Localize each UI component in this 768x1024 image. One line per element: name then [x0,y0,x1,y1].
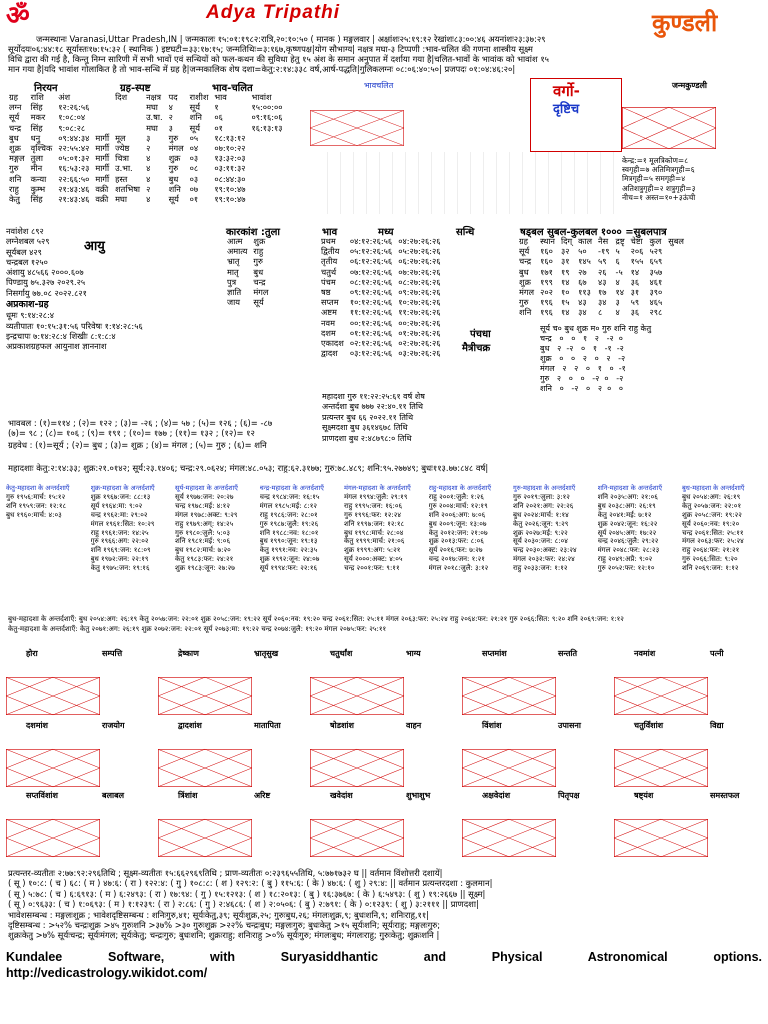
mahadasha-line: महादशाः केतु:२:१४:३३; शुक्र:२१.०१४२; सूर्य:२३.१४०६; चन्द्र:२९.०६२४; मंगल:४८.०५३; राहु:६२.३१७७; गुरु:७८.४८९; शनि:९५.२७७४९; बुधः११३.७७:८४८ वर्ष| [8,463,489,473]
panchdha-label: पंचधा [470,329,491,340]
aprakash-row: इन्द्रचापः ७:१४:२८:४ शिखीः ८:१:८:४ [6,330,116,341]
varga-chart-title: द्रेष्काण [178,649,199,658]
dasha-column [260,484,344,612]
dasha-column-title: गुरु-महादशा के अन्तर्दशाएँ [513,484,576,492]
dasha-column [6,484,90,612]
aprakash-label: अप्रकाश-ग्रह [6,299,49,310]
maitri-legend: केन्द्र:=१ मूलत्रिकोण=८ स्वगृही=७ अतिमित्रगृही=६ मित्रगृही=५ समगृही=४ अतिशत्रुगृही=२ शत्रुगृही=३ नीच=१ अस्त=१०+३ऊंची [622,156,696,202]
footer-line-1: Kundalee Software, with Suryasiddhantic and Physical Astronomical options. [6,950,762,964]
bhavbal-line-1: भावबल : (१)=११४ ; (२)= १२२ ; (३)= -२६ ; (४)= ५७ ; (५)= १२६ ; (६)= -८७ [8,418,273,428]
bhav-table-row: नवम ००:१२:२६:५६ ००:२७:२६:२६ [321,317,441,328]
varga-chart-title: खवेदांश [330,791,353,800]
varga-chart-title: सप्तविंशांश [26,791,58,800]
bhav-table-row: सप्तम १०:१२:२६:५६ १०:२७:२६:२६ [321,297,441,308]
dasha-column [91,484,175,612]
varga-chart [614,658,764,718]
dasha-column-title: केतु-महादशा के अन्तर्दशाएँ [6,484,70,492]
bhavchalit-chart-label: भावचलित [364,81,394,90]
grahavedh-line: ग्रहवेध : (१)=सूर्य ; (२)= बुध ; (३)= शुक्र ; (४)= मंगल ; (५)= गुरु ; (६)= शनि [8,440,267,450]
dasha-column [682,484,766,612]
planet-table-row: चन्द्र सिंह ९:०८:२८ मघा ३ सूर्य ०१ १६:१३:१३ [9,122,283,133]
varga-chart [6,800,156,860]
dasha-column-body: बुध २०५४:अग: २६:१९ केतु २०५७:जन: २२:०१ शुक्र २०५८:जन: १९:२२ सूर्य २०६०:नव: १९:२० चन्द्र २०६१:सित: २५:११ मंगल २०६३:फर: २५:२४ राहु २०६४:फर: २१:२१ गुरु २०६६:सित: ९:२० शनि २०६९:जन: १:१२ [682,492,744,573]
shadbal-table-row: चन्द्र १६० ३१ १४५ ५९ ६ १५५ ६५९ [519,256,663,267]
bottom-text [8,868,762,941]
dasha-column-body: राहु २००१:जुलै: १:२६ गुरु २००४:मार्च: १२:१९ शनि २००६:अग: ७:०६ बुध २००९:जून: १३:०७ केतु २०१२:जन: २१:०७ शुक्र २०१३:फर: ८:०६ सूर्य २०१६:फर: ७:२७ चन्द्र २०१७:जन: १:२१ मंगल २०१८:जुलै: ३:१२ [428,492,489,573]
dasha-column-title: सूर्य-महादशा के अन्तर्दशाएँ [175,484,238,492]
varga-chart-title: द्वादशांश [178,721,202,730]
varga-chart-title: त्रिंशांश [178,791,198,800]
aprakash-row: धूमः ९:१४:२८:४ [6,310,55,321]
bhav-table-row: तृतीय ०६:१२:२६:५६ ०६:२७:२६:२६ [321,256,441,267]
ketu-antardasha-line: केतु-महादशा के अन्तर्दशाएँ: केतु २०७१:अग: २६:१९ शुक्र २०७२:जन: २२:०१ सूर्य २०७३:मा: १९:२२ चन्द्र २०७४:जुलै: १९:२० मंगल २०७५:फर: २५:११ [8,625,387,633]
varga-chart-title: दशमांश [26,721,48,730]
varga-chart-title: अक्षवेदांश [482,791,511,800]
dasha-column-body: गुरु २०१९:जुला: ३:१२ शनि २०२१:अग: २२:२६ बुध २०२४:मार्च: १:१४ केतु २०२६:जून: ९:२९ शुक्र २०२७:मई: ९:२२ सूर्य २०३०:जन: ८:०४ चन्द्र २०३०:अक्ट: २३:२४ मंगल २०३२:फर: २४:२४ राहु २०३३:जन: १:१२ [513,492,577,573]
shadbal-table-row: शनि १९६ १४ ३४ ८ ४ ३६ २९८ [519,307,663,318]
shadbal-table-row: गुरु १९६ १५ ४३ ३४ ३ ५९ ४६५ [519,297,663,308]
karak-table-row: आत्म शुक्र [227,236,266,246]
bottom-line: दृष्टिसम्बन्ध : >५२% चन्द्रःशुक्र >४५ गुरुःशनि >३७% >३० गुरुःशुक्र >२२% चन्द्रःबुध; मङ्गलःगुरु; बुधःकेतु >१५ सूर्यःशनि; सूर्यःराहु; मङ्गलःगुरु; [8,920,441,931]
dasha-column-body: चन्द्र १९८४:जन: १६:१५ मंगल १९८५:मई: ८:१२ राहु १९८६:जन: २८:०१ गुरु १९८७:जुलै: १९:२६ शनि १९८८:नव: १८:०१ बुध १९९०:जून: १९:१३ केतु १९९१:नव: २२:३५ शुक्र १९९२:जून: २४:०७ सूर्य १९९४:फर: २२:१६ [259,492,320,573]
dasha-misc-row: प्रत्यन्तर बुध ६६ २०२२.११ तिथि [322,412,414,422]
karak-table-row: भ्रातृ गुरु [227,256,263,267]
dasha-misc-row: सूक्ष्मदशा बुध ३६१४६७८ तिथि [322,423,408,433]
madhya-label: मध्य [378,227,394,238]
dasha-column [429,484,513,612]
page-title: Adya Tripathi [206,2,341,23]
bottom-line: ( सू ) ०:९६३३: ( च ) १:०६९३: ( म ) १:१२३९: ( रा ) २:८६: ( गु ) २:४६८६: ( श ) २:०५०६: ( बु ) २:७९१: ( के ) ०:१२३९: ( शु ) ३:२१११ || प्राणदशा| [8,899,479,910]
varga-chart-subtitle: बलाबल [102,791,125,800]
planet-table [6,92,286,204]
ashtakvarga-grid [315,152,621,214]
varga-chart-subtitle: समस्तफल [710,791,740,800]
graha-spasht-label: ग्रह-स्पष्ट [120,83,151,94]
varga-chart-subtitle: उपासना [558,721,581,730]
planet-table-row: सूर्य मकर १:०८:०४ उ.षा. २ शनि ०६ ०९:१६:०६ [9,112,283,123]
dasha-column-title: शनि-महादशा के अन्तर्दशाएँ [597,484,662,492]
janmkundali-chart [622,90,762,152]
shadbal-table-row: मंगल २०२ १० ११३ १७ १४ ३१ ३९० [519,287,663,298]
dasha-column-title: शुक्र-महादशा के अन्तर्दशाएँ [90,484,155,492]
dasha-column-body: शुक्र १९६७:जन: ८८:१३ सूर्य १९६४:मा: ९:०२ चन्द्र १९६२:मा: २९:०२ मंगल १९६१:सित: १०:२९ राहु १९६१:जन: १४:२५ गुरु १९६६:अग: २२:०२ शनि १९६९:जन: १८:०९ बुध १९७२:जन: २२:१९ केतु १९७५:जन: १९:१६ [90,492,155,573]
lagnesh-bal: लग्नेशबल ५२९ [6,236,50,247]
planet-table-row: केतु सिंह २१:४३:४६ वक्री मघा ४ सूर्य ०१ १९:१०:४७ [9,194,246,205]
karak-table-row: जाय सूर्य [227,297,264,308]
varga-chart-subtitle: सन्तति [558,649,578,658]
janmkundali-label: जन्मकुण्डली [672,81,707,90]
varga-chart-subtitle: राजयोग [102,721,125,730]
varga-chart-title: चतुर्विंशांश [634,721,664,730]
drishti-box [530,78,622,152]
varga-chart-title: षष्ट्यंश [634,791,654,800]
dasha-column-body: गुरु १९५६:मार्च: १५:१२ शनि १९५९:जन: १२:१८ बुध १९६०:मार्च: ४:०३ [6,492,67,519]
planet-table-row: राहु कुम्भ २१:४३:४६ वक्री शतभिषा २ शनि ०७ १९:१०:४७ [9,183,246,194]
dasha-column-title: राहु-महादशा के अन्तर्दशाएँ [428,484,492,492]
varga-chart [310,730,460,790]
varga-chart-subtitle: सम्पत्ति [102,649,123,658]
bottom-line: ( सू ) १०:८: ( च ) ६८: ( म ) ४७:६: ( रा ) १२२:४: ( गु ) १०८:८: ( श ) १२९:२: ( बु ) ११५:६: ( के ) ४७:६: ( शु ) २९:४: || वर्तमान प्रत्यन्तरदशा : कुलमान| [8,878,493,889]
shadbal-table-row: शुक्र १९९ १४ ६७ ४३ ४ ३६ ४६१ [519,276,663,287]
planet-table-row: बुध धनु ०९:४४:३४ मार्गी मूल ३ गुरु ०५ १८:१३:१२ [9,132,246,143]
dasha-column [513,484,597,612]
karak-table [224,236,271,307]
bottom-line: प्रत्यन्तर-व्यतीतः २:७७:९२:२९६तिथि ; सूक्ष्म-व्यतीतः १५:६६२९६९तिथि ; प्राण-व्यतीतः ०:२३९६५५तिथि, ५:७७१७३२ घ || वर्तमान विंशोत्तरी दशायें| [8,868,443,878]
bhav-table-row: षष्ठ ०९:१२:२६:५६ ०९:२७:२६:२६ [321,287,441,298]
dasha-column-title: बुध-महादशा के अन्तर्दशाएँ [682,484,745,492]
dasha-misc-row: अन्तर्दशा बुध ७७७ २२:४०.११ तिथि [322,402,424,412]
varga-chart-subtitle: विद्या [710,721,724,730]
dasha-misc [322,392,522,444]
ayu-label: आयु [84,239,105,254]
vargottam-label: वर्गो- [553,82,580,100]
varga-chart-subtitle: भाग्य [406,649,421,658]
surya-bal: सूर्यबल ४२९ [6,246,42,257]
karak-table-row: अमात्य राहु [227,246,264,257]
om-symbol: ॐ [6,1,30,31]
varga-chart [462,658,612,718]
shadbal-table [516,236,687,318]
varga-chart [614,800,764,860]
planet-table-row: शुक्र वृश्चिक २२:५५:४२ मार्गी ज्येष्ठ २ मंगल ०४ ०७:१०:२२ [9,143,246,154]
dasha-column [175,484,259,612]
varga-chart-title: नवमांश [634,649,656,658]
drishti-label: दृष्टिच [553,102,580,117]
varga-chart-subtitle: मातापिता [254,721,281,730]
dasha-column-title: चन्द्र-महादशा के अन्तर्दशाएँ [259,484,324,492]
bhav-table-row: चतुर्थ ०७:१२:२६:५६ ०७:२७:२६:२६ [321,266,441,277]
varga-chart [462,730,612,790]
maitri-table: सूर्य च० बुध शुक्र म० गुरु शनि राहु केतु चन्द्र ० ० १ २ -२ ० बुध २ -२ ० १ -१ -२ शुक्र ० ० २ ० २ -२ मंगल २ २ ० १ ० -१ गुरु २ ० ० -२ ० -२ शनि ० -२ ० २ ० ० [540,324,652,393]
header-line-1: जन्मस्थानः Varanasi,Uttar Pradesh,IN | जन्मकालः १५:०१:१९८२:रात्रि,२०:१०:५० ( मानक ) मङ्गलवार | अक्षांशः२५:१९:१२ रेखांशः८३:००:४६ अयनांशः२३:३७:२९ [36,34,546,44]
dasha-column [598,484,682,612]
bhav-label: भाव [322,227,338,238]
karak-table-row: मातृ बुध [227,266,264,277]
dasha-column-body: शनि २०३५:अग: २१:०६ बुध २०३८:अग: २६:१९ केतु २०४१:मई: ७:१२ शुक्र २०४२:जून: १६:२२ सूर्य २०४५:अग: १७:२२ चन्द्र २०४६:जुलै: २९:२२ मंगल २०४८:फर: २८:२३ राहु २०४९:अप्रै: ९:०२ गुरु २०५२:फर: १२:१० [597,492,660,573]
bhav-chalit-label: भाव-चलित [212,83,253,94]
varga-chart-subtitle: पितृपक्ष [558,791,580,800]
varga-chart-title: होरा [26,649,38,658]
dasha-column-title: मंगल-महादशा के अन्तर्दशाएँ [344,484,411,492]
dasha-column-body: मंगल १९९४:जुलै: २९:१९ राहु १९९५:जन: १६:०६ गुरु १९९६:फर: १२:२४ शनि १९९७:जन: १२:१८ बुध १९९८:मार्च: २८:०४ केतु १९९९:मार्च: २१:०६ शुक्र १९९९:अग: ५:२१ सूर्य २०००:अक्ट: ४:०५ चन्द्र २००१:फर: ९:११ [344,492,408,573]
bhav-table-row: अष्टम ११:१२:२६:५६ ११:२७:२६:२६ [321,307,441,318]
maitrichakra-label: मैत्रीचक्र [462,343,491,354]
bhav-table [318,236,444,358]
header-line-2: सूर्योदयः०६:४४:१८ सूर्यास्तः१७:१५:३२ ( स्थानिक ) इष्टघटी=३३:१७:१५; जन्मतिथिः=३:१६७,कृष्णपक्ष|योग सौभाग्य| नक्षत्र मघा-३ टिप्पणी :भाव-चलित की गणना शास्त्रीय सूक्ष्म [8,44,533,54]
aprakash-row: व्यतीपातः १०:१५:३१:५६ परिवेषः १:१४:२८:५६ [6,320,143,331]
planet-table-header: ग्रह राशि अंश दिश नक्षत्र पद राशीश भाव भावांश [9,92,272,102]
varga-chart [614,730,764,790]
bhav-table-row: द्वादश ०३:१२:२६:५६ ०३:२७:२६:२६ [321,348,441,359]
ayu-block [6,226,136,298]
dasha-column [344,484,428,612]
varga-chart-subtitle: शुभाशुभ [406,791,431,800]
varga-chart [158,658,308,718]
pindayu: पिण्डायु ७५.३२७ २०२९.२५ [6,277,86,288]
shadbal-table-row: बुध १७१ १९ २७ २६ -५ १४ ३५७ [519,266,663,277]
nisargayu: निसर्गायु ७७.०८ २०२२.८२१ [6,287,87,298]
varga-chart-title: सप्तमांश [482,649,507,658]
varga-chart-title: विंशांश [482,721,502,730]
varga-chart-title: चतुर्थांश [330,649,353,658]
header-line-3: विधि द्वारा की गई है, किन्तु निम्न सारिणी में सभी भावों एवं सन्धियों को फल-कथन की सुविधा हेतु १५ अंश के समान अनुपात में दर्शाया गया है|चलित-भावों के भावांक को भावांश १५ [8,54,550,64]
shadbal-table-row: सूर्य १६० ३२ ५० -१९ ५ २०६ ५२९ [519,246,663,257]
planet-table-row: मङ्गल तुला ०५:०१:३२ मार्गी चित्रा ४ शुक्र ०३ १३:३२:०३ [9,153,246,164]
footer-url[interactable]: http://vedicastrology.wikidot.com/ [6,966,208,980]
varga-chart [310,800,460,860]
chandra-bal: चन्द्रबल १२५० [6,256,48,267]
sandhi-label: सन्धि [456,227,475,238]
varga-chart [310,658,460,718]
dasha-misc-row: प्राणदशा बुध २:४८७९८:० तिथि [322,433,412,443]
varga-chart-subtitle: अरिष्ट [254,791,271,800]
varga-chart-title: षोडशांश [330,721,354,730]
varga-chart [158,730,308,790]
aprakash-row: अप्रकाशग्रहफल आयुनाश ज्ञाननाश [6,341,107,352]
bottom-line: ( सू ) ५:७८: ( च ) ६:६९१३: ( म ) ६:२४९३: ( रा ) १७:९४: ( गु ) १५:१२१३: ( श ) १८:२०१३: ( बु ) १६:३७६७: ( के ) ६:५४९३: ( शु ) १९:२६६७ || सूक्ष्म| [8,888,486,899]
varga-chart-subtitle: वाहन [406,721,422,730]
niryan-label: निरयन [34,83,58,94]
planet-table-row: शनि कन्या २२:६६:५० मार्गी हस्त ४ बुध ०३ ०८:४४:३० [9,173,246,184]
bhavbal-line-2: (७)= ९८ ; (८)= १०६ ; (९)= १९१ ; (१०)= १७७ ; (११)= १३२ ; (१२)= १२ [8,428,255,438]
varga-chart [6,658,156,718]
varga-chart-subtitle: पत्नी [710,649,724,658]
bhav-table-row: एकादश ०२:१२:२६:५६ ०२:२७:२६:२६ [321,338,441,349]
bhav-table-row: प्रथम ०४:१२:२६:५६ ०४:२७:२६:२६ [321,236,441,246]
anshayu: अंशायु ४८५६६ २०००.६०७ [6,267,84,278]
bhav-table-row: पंचम ०८:१२:२६:५६ ०८:२७:२६:२६ [321,276,441,287]
planet-table-row: गुरु मीन १६:५३:२३ मार्गी उ.भा. ४ गुरु ०८ ०३:११:३२ [9,163,246,174]
bhav-table-row: दशम ०१:१२:२६:५६ ०१:२७:२६:२६ [321,327,441,338]
bottom-line: शुक्रःकेतु >७% सूर्यःचन्द्र; सूर्यःमंगल; सूर्यःकेतु; चन्द्रःगुरु; बुधःशनि; शुक्रःराहु; शनिःराहु >०% सूर्यःगुरु; मंगलःबुध; मंगलःराहु; गुरुःकेतु; शुक्रःशनि | [8,930,440,941]
planet-table-row: लग्न सिंह १२:२६:५६ मघा ४ सूर्य १ १५:००:०० [9,102,283,113]
bhavchalit-chart [310,90,470,150]
shadbal-table-header: ग्रह स्थान दिग् काल नैस द्रष्टृ चेष्टा कुल सुबल [519,236,684,246]
budh-antardasha-line: बुध-महादशा के अन्तर्दशाएँ: बुध २०५४:अग: २६:१९ केतु २०५७:जन: २२:०१ शुक्र २०५८:जन: १९:२२ सूर्य २०६०:नव: १९:२० चन्द्र २०६१:सित: २५:११ मंगल २०६३:फर: २५:२४ राहु २०६४:फर: २१:२१ गुरु २०६६:सित: ९:२० शनि २०६९:जन: १:१२ [8,615,624,623]
header-line-4: मान गया है|यदि भावांश गोलाकित है तो भाव-सन्धि में ग्रह है|जन्मकालिक शेष दशा=केतु:२:१४:३३८ वर्ष,आर्ष-पद्धति|गुलिकलग्नः ०८:०६:४०:५०| प्रजपदः ०१:०४:४६:२०| [8,64,516,74]
varga-chart [462,800,612,860]
varga-chart [158,800,308,860]
shadbal-label: षड्बल सुबल-कुलबल १००० =सुबलपात्र [520,227,667,238]
karakansh-label: कारकांश :तुला [226,227,280,238]
varga-chart-subtitle: भ्रातृसुख [254,649,279,658]
varga-chart [6,730,156,790]
karak-table-row: पुत्र चन्द्र [227,276,266,287]
aprakash-block [6,300,306,351]
dasha-column-body: सूर्य १९७७:जन: २०:२७ चन्द्र १९७८:मई: ४:१२ मंगल १९७८:अक्ट: ९:२९ राहु १९७९:अग्: १४:२५ गुरु १९८०:जुलै: ५:०३ शनि १९८१:मई: ९:०६ बुध १९८२:मार्च: ७:२० केतु १९८३:फर: २४:२१ शुक्र १९८३:जून: २७:२७ [175,492,238,573]
kundali-heading: कुण्डली [652,9,718,37]
bottom-line: भावेशसम्बन्ध : मङ्गलःशुक्र ; भावेशदृष्टिसम्बन्ध : शनिःगुरु,४१; सूर्यःकेतु,३९; सूर्यःशुक्र,२५; गुरुःबुध,२६; मंगलःशुक्र,९; बुधःशनि,९; शनिःराहु,११| [8,909,430,920]
navansh-bal: नवांशेश ८९२ [6,226,44,236]
karak-table-row: ज्ञाति मंगल [227,287,269,298]
bhav-table-row: द्वितीय ०५:१२:२६:५६ ०५:२७:२६:२६ [321,246,441,257]
dasha-misc-row: महादशा गुरु ११:२२:२५:६१ वर्ष शेष [322,392,425,401]
